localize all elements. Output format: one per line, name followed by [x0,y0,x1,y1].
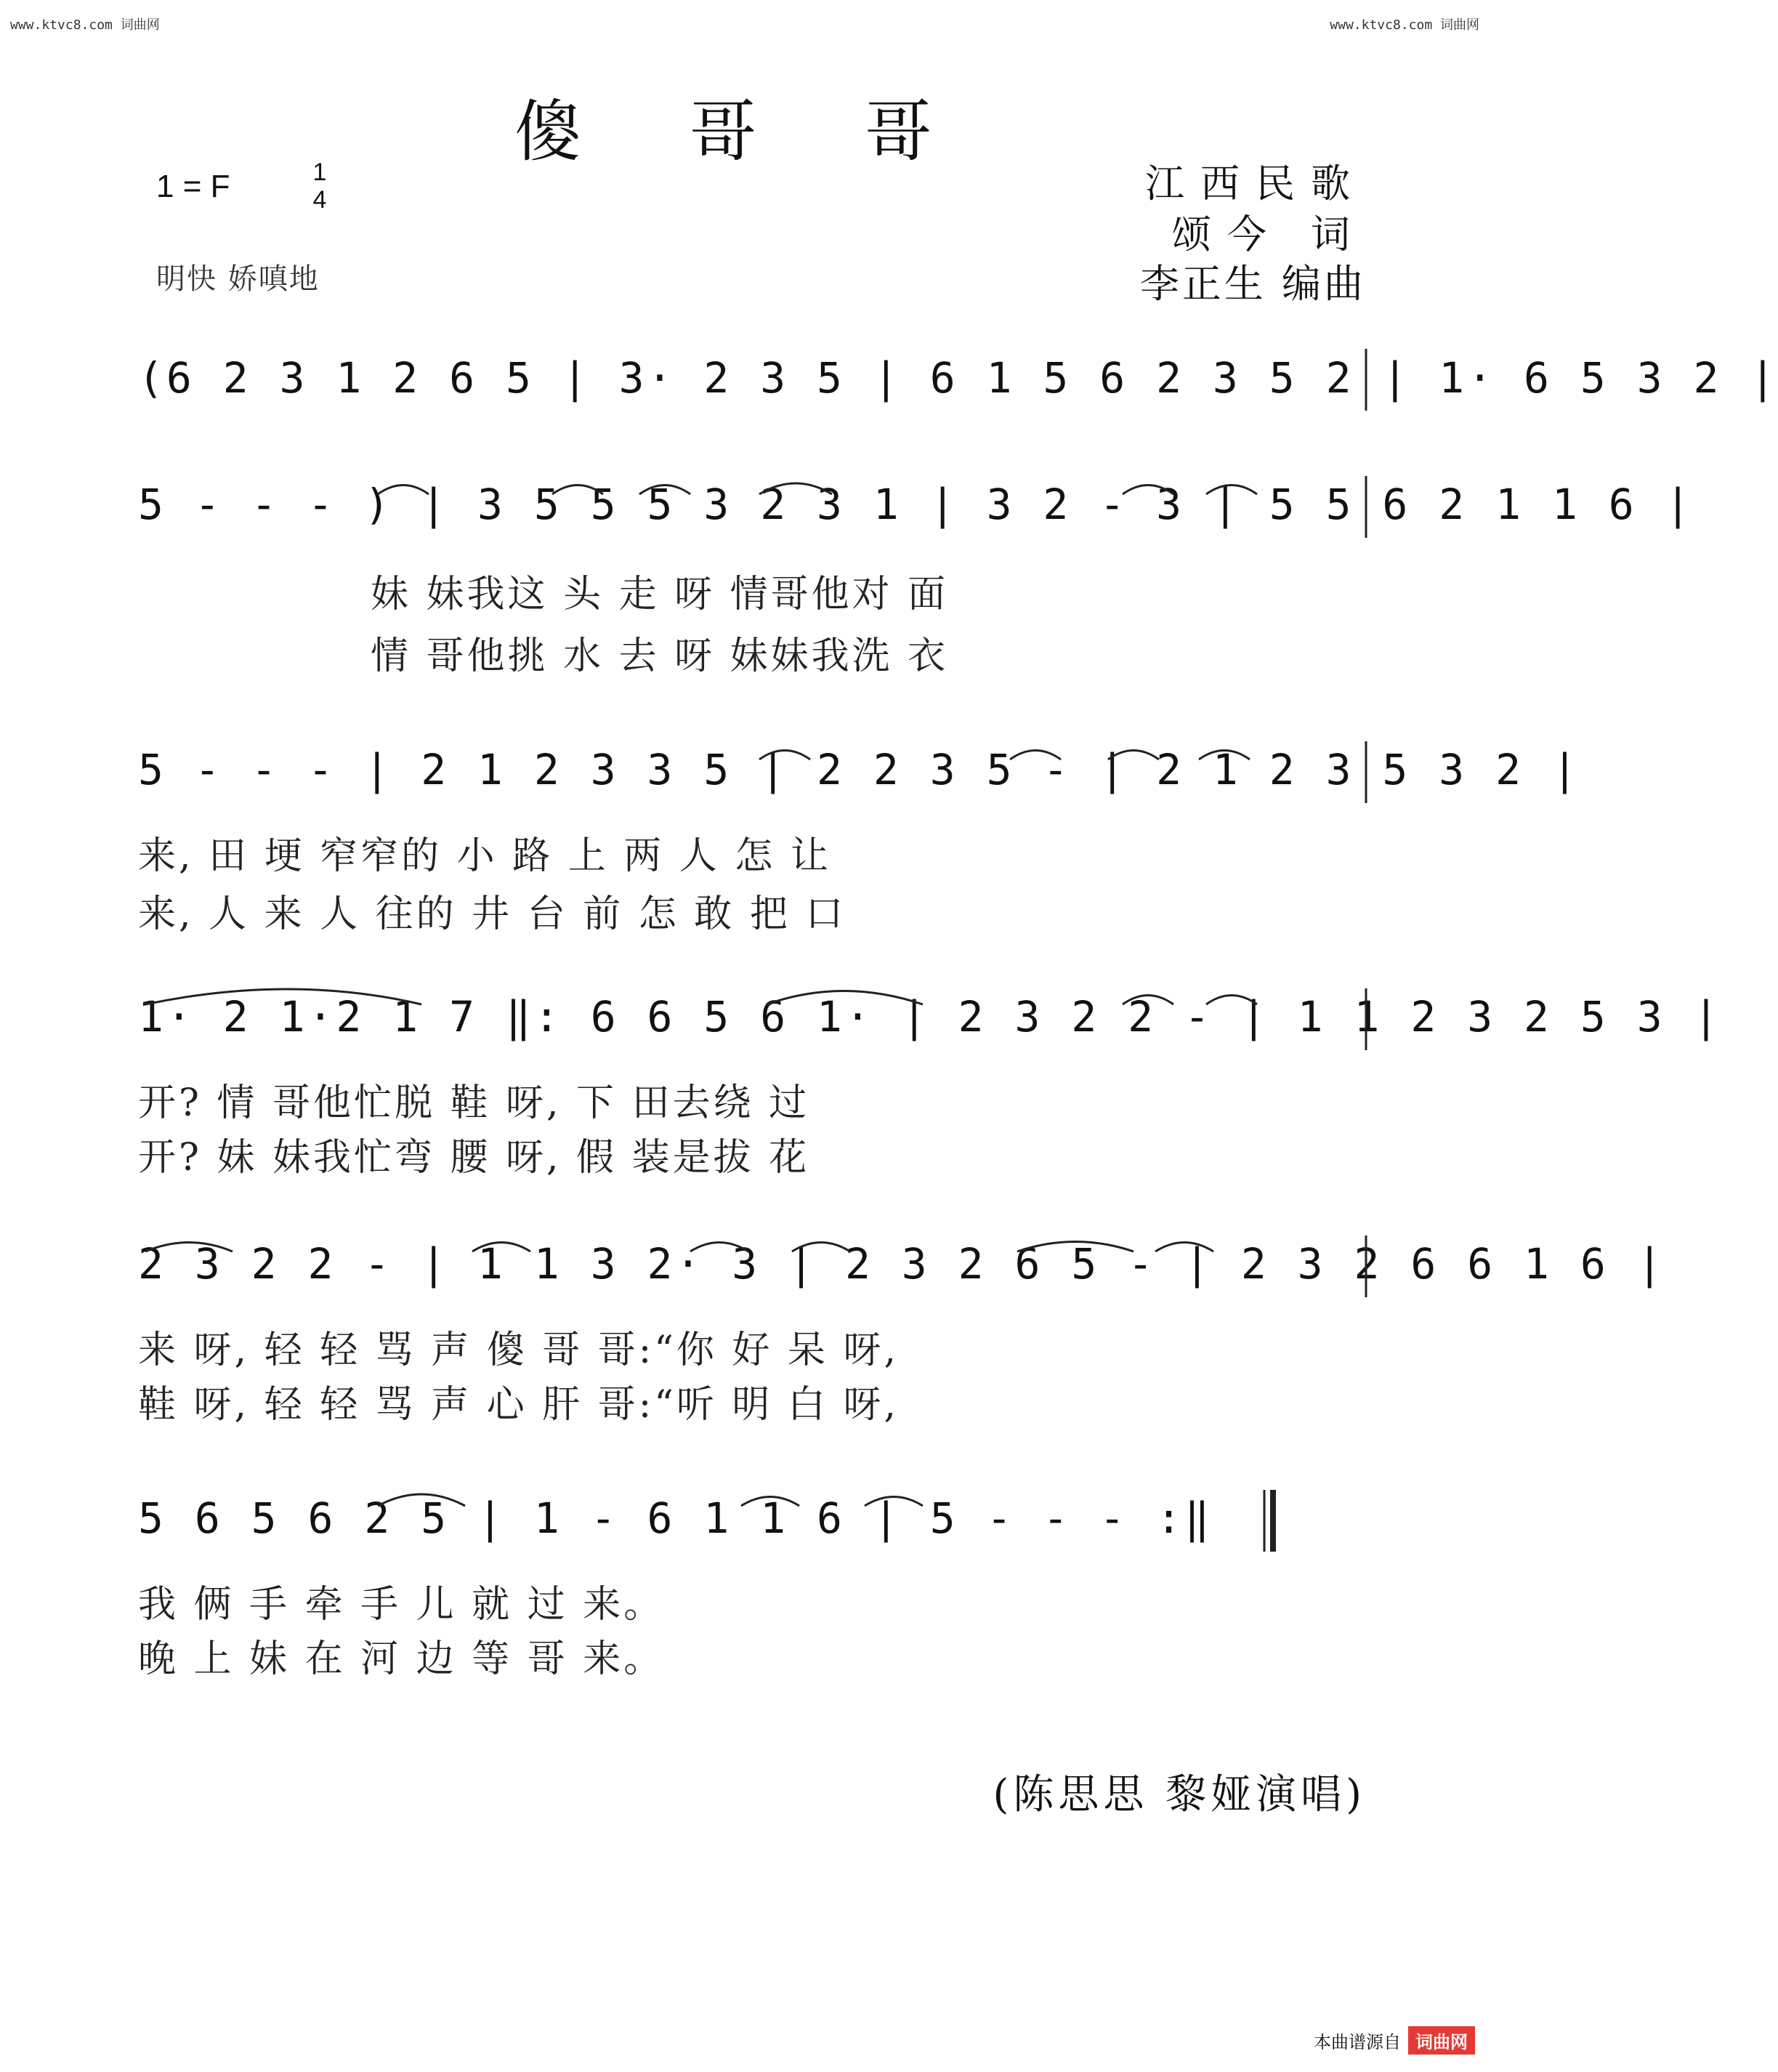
slur [378,485,429,495]
origin-credit: 江西民歌 [1145,161,1366,206]
watermark-right: www.ktvc8.com 词曲网 [1330,17,1479,33]
lyric-line-4-verse-1: 开? 情 哥他忙脱 鞋 呀, 下 田去绕 过 [138,1081,810,1125]
arranger-credit: 李正生 编曲 [1139,261,1366,307]
lyric-line-2-verse-2: 情 哥他挑 水 去 呀 妹妹我洗 衣 [371,634,949,678]
source-label: 本曲谱源自 [1314,2033,1401,2052]
lyric-line-3-verse-1: 来, 田 埂 窄窄的 小 路 上 两 人 怎 让 [138,834,831,878]
time-signature-bottom: 4 [312,186,327,214]
lyric-line-2-verse-1: 妹 妹我这 头 走 呀 情哥他对 面 [371,573,949,616]
lyric-line-6-verse-1: 我 俩 手 牵 手 儿 就 过 来。 [138,1583,665,1626]
lyric-line-5-verse-2: 鞋 呀, 轻 轻 骂 声 心 肝 哥:“听 明 白 呀, [138,1383,899,1427]
key-signature: 1 = F [156,169,230,204]
lyricist-credit: 颂今 词 [1171,211,1366,257]
notes-line-3: 5 - - - | 2 1 2 3 3 5 | 2 2 3 5 - | 2 1 2 3 5 3 2 | [138,745,1580,794]
notes-line-4: 1· 2 1·2 1 7 ‖: 6 6 5 6 1· | 2 3 2 2 - | 1 1 2 3 2 5 3 | [138,992,1722,1041]
notes-line-5: 2 3 2 2 - | 1 1 3 2· 3 | 2 3 2 6 5 - | 2 3 2 6 6 1 6 | [138,1239,1665,1289]
lyric-line-6-verse-2: 晚 上 妹 在 河 边 等 哥 来。 [138,1637,665,1681]
time-signature-top: 1 [312,158,327,186]
tempo-marking: 明快 娇嗔地 [156,262,320,296]
notes-line-2: 5 - - - ) | 3 5 5 5 3 2 3 1 | 3 2 - 3 | 5 5 6 2 1 1 6 | [138,480,1694,529]
performers-credit: (陈思思 黎娅演唱) [993,1771,1366,1818]
source-brand-logo[interactable]: 词曲网 [1408,2026,1475,2055]
lyric-line-4-verse-2: 开? 妹 妹我忙弯 腰 呀, 假 装是拔 花 [138,1136,810,1180]
watermark-left: www.ktvc8.com 词曲网 [10,17,160,33]
notes-line-6: 5 6 5 6 2 5 | 1 - 6 1 1 6 | 5 - - - :‖ [138,1493,1213,1543]
song-title: 傻 哥 哥 [514,93,976,171]
lyric-line-3-verse-2: 来, 人 来 人 往的 井 台 前 怎 敢 把 口 [138,892,846,936]
notes-line-1: (6 2 3 1 2 6 5 | 3· 2 3 5 | 6 1 5 6 2 3 5 2 | 1· 6 5 3 2 | [138,353,1778,403]
lyric-line-5-verse-1: 来 呀, 轻 轻 骂 声 傻 哥 哥:“你 好 呆 呀, [138,1329,899,1372]
source-footer [1314,2026,1475,2055]
